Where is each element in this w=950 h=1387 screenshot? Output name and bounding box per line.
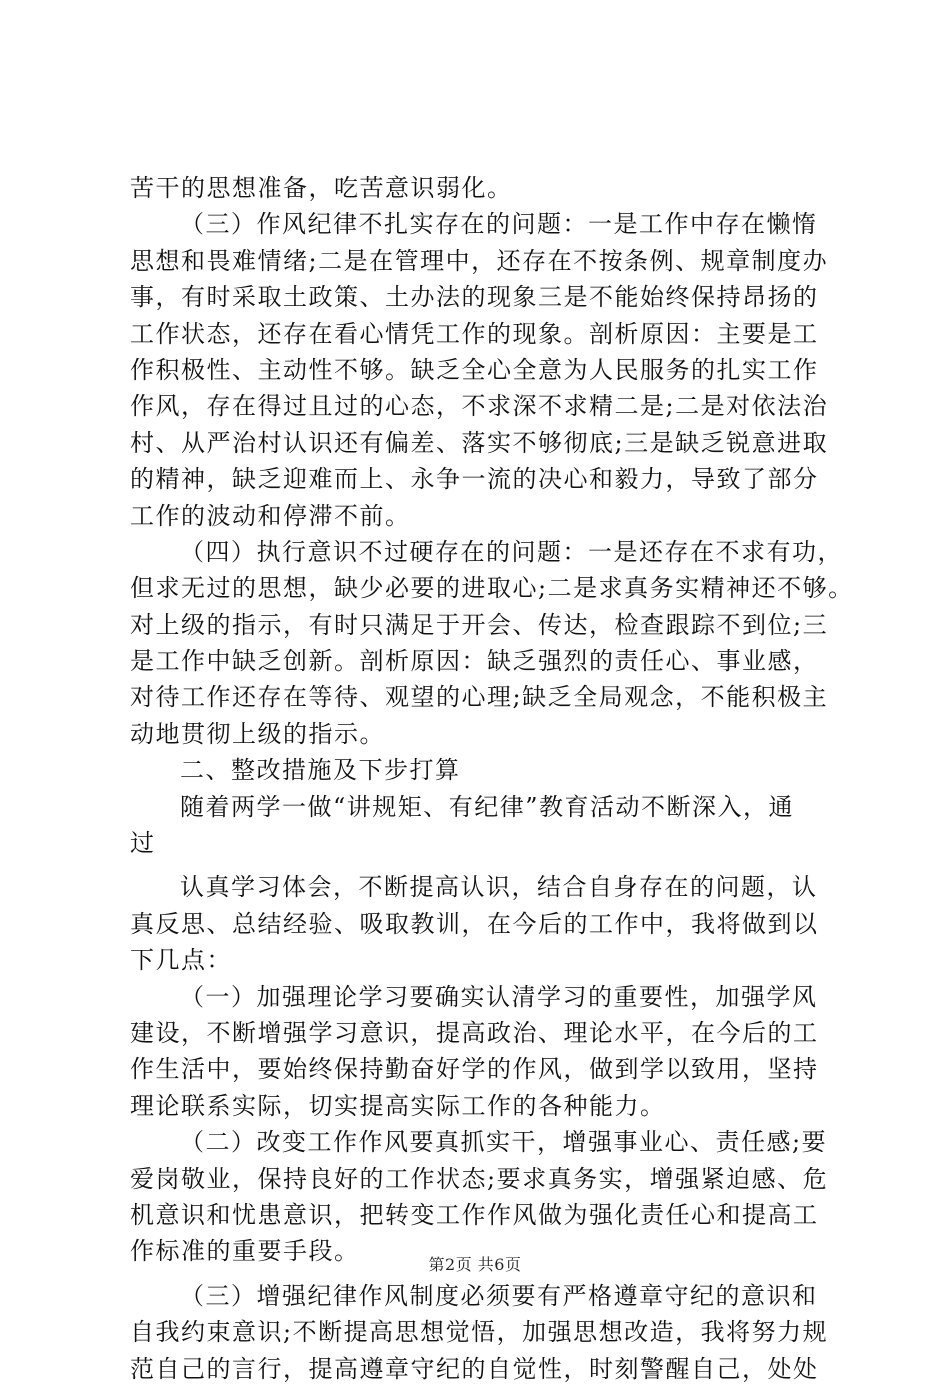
text-line: 但求无过的思想，缺少必要的进取心;二是求真务实精神还不够。 — [130, 574, 854, 603]
text-line: （二）改变工作作风要真抓实干，增强事业心、责任感;要 — [180, 1128, 828, 1157]
text-line: 理论联系实际，切实提高实际工作的各种能力。 — [130, 1091, 666, 1120]
text-line: 过 — [130, 829, 156, 858]
text-line: 下几点： — [130, 946, 232, 975]
text-line: （一）加强理论学习要确实认清学习的重要性，加强学风 — [180, 982, 818, 1011]
text-line: 随着两学一做“讲规矩、有纪律”教育活动不断深入，通 — [180, 792, 795, 821]
text-line: 真反思、总结经验、吸取教训，在今后的工作中，我将做到以 — [130, 909, 819, 938]
text-line: 动地贯彻上级的指示。 — [130, 719, 385, 748]
text-line: 机意识和忧患意识，把转变工作作风做为强化责任心和提高工 — [130, 1200, 819, 1229]
text-line: 作积极性、主动性不够。缺乏全心全意为人民服务的扎实工作 — [130, 355, 819, 384]
page-number-footer: 第2页 共6页 — [428, 1255, 522, 1274]
text-line: 爱岗敬业，保持良好的工作状态;要求真务实，增强紧迫感、危 — [130, 1164, 829, 1193]
text-line: 认真学习体会，不断提高认识，结合自身存在的问题，认 — [180, 873, 818, 902]
text-line: 对上级的指示，有时只满足于开会、传达，检查跟踪不到位;三 — [130, 610, 829, 639]
text-line: 对待工作还存在等待、观望的心理;缺乏全局观念，不能积极主 — [130, 683, 829, 712]
text-line: 的精神，缺乏迎难而上、永争一流的决心和毅力，导致了部分 — [130, 465, 819, 494]
text-line: 村、从严治村认识还有偏差、落实不够彻底;三是缺乏锐意进取 — [130, 428, 829, 457]
text-line: 工作状态，还存在看心情凭工作的现象。剖析原因：主要是工 — [130, 319, 819, 348]
text-line: 作标准的重要手段。 — [130, 1237, 360, 1266]
text-line: 自我约束意识;不断提高思想觉悟，加强思想改造，我将努力规 — [130, 1318, 829, 1347]
section-heading: 二、整改措施及下步打算 — [180, 756, 461, 785]
text-line: 事，有时采取土政策、土办法的现象三是不能始终保持昂扬的 — [130, 283, 819, 312]
body-text — [130, 170, 854, 1387]
text-line: 工作的波动和停滞不前。 — [130, 501, 411, 530]
text-line: （三）作风纪律不扎实存在的问题：一是工作中存在懒惰 — [180, 210, 818, 239]
text-line: 建设，不断增强学习意识，提高政治、理论水平，在今后的工 — [130, 1018, 819, 1047]
text-line: 作生活中，要始终保持勤奋好学的作风，做到学以致用，坚持 — [130, 1055, 819, 1084]
text-line: 作风，存在得过且过的心态，不求深不求精二是;二是对依法治 — [130, 392, 829, 421]
text-line: （四）执行意识不过硬存在的问题：一是还存在不求有功， — [180, 537, 843, 566]
text-line: 思想和畏难情绪;二是在管理中，还存在不按条例、规章制度办 — [130, 246, 829, 275]
text-line: 苦干的思想准备，吃苦意识弱化。 — [130, 174, 513, 202]
text-line: 范自己的言行，提高遵章守纪的自觉性，时刻警醒自己，处处 — [130, 1354, 819, 1383]
text-line: 是工作中缺乏创新。剖析原因：缺乏强烈的责任心、事业感， — [130, 647, 819, 676]
text-line: （三）增强纪律作风制度必须要有严格遵章守纪的意识和 — [180, 1281, 818, 1310]
